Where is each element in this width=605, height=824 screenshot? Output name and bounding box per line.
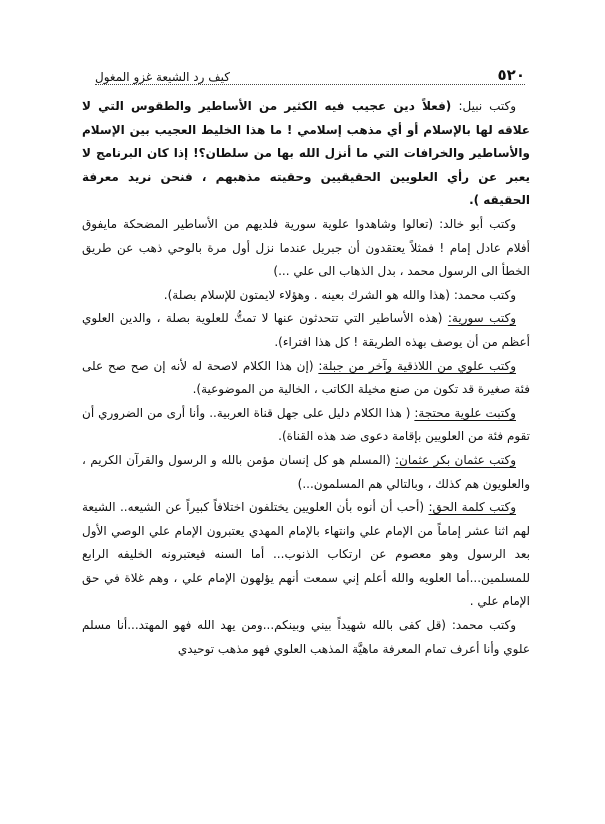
running-title: كيف رد الشيعة غزو المغول — [95, 70, 231, 84]
comment-text: (تعالوا وشاهدوا علوية سورية فلديهم من الأساطير المضحكة مايفوق أفلام عادل إمام ! فمثلاً يعتقدون أن جبريل عندما نزل أول مرة بالوحي ذهب عن طريق الخطأ الى الرسول محمد ، بدل الذهاب الى علي ...) — [82, 216, 530, 279]
comment-speaker: وكتب عثمان بكر عثمان: — [395, 452, 516, 467]
page-header — [95, 62, 525, 85]
comment-speaker: وكتب محمد: — [451, 618, 516, 633]
comment-text: (فعلاً دين عجيب فيه الكثير من الأساطير والطقوس التي لا علاقه لها بالإسلام أو أي مذهب إسلامي ! ما هذا الخليط العجيب بين الإسلام والأساطير والخرافات التي ما أنزل الله بها من سلطان؟! إذا كان البرنامج لا يعبر عن رأي العلويين الحقيقيين وحقيته مذهبهم ، فنحن نريد معرفة الحقيقه ). — [82, 99, 530, 208]
comment-speaker: وكتبت علوية محتجة: — [414, 405, 516, 420]
comment-paragraph — [82, 614, 530, 661]
comment-paragraph — [82, 213, 530, 284]
comment-speaker: وكتب أبو خالد: — [439, 216, 516, 231]
comment-speaker: وكتب علوي من اللاذقية وآخر من جبلة: — [318, 358, 517, 373]
comment-paragraph — [82, 402, 530, 449]
comment-speaker: وكتب كلمة الحق: — [428, 500, 517, 515]
comment-paragraph — [82, 95, 530, 213]
comment-speaker: وكتب نبيل: — [458, 99, 516, 113]
comment-paragraph — [82, 307, 530, 354]
comment-paragraph — [82, 449, 530, 496]
comment-text: (قل كفى بالله شهيداً بيني وبينكم...ومن يهد الله فهو المهتد...أنا مسلم علوي وأنا أعرف تمام المعرفة ماهيَّة المذهب العلوي فهو مذهب توحيدي — [82, 618, 530, 656]
comment-text: (المسلم هو كل إنسان مؤمن بالله و الرسول والقرآن الكريم ، والعلويون هم كذلك ، وبالتالي هم المسلمون...) — [82, 452, 530, 491]
comment-text: ( هذا الكلام دليل على جهل قناة العربية.. وأنا أرى من الضروري أن تقوم فئة من العلويين بإقامة دعوى ضد هذه القناة). — [82, 405, 530, 444]
comment-paragraph — [82, 355, 530, 402]
body-text — [82, 95, 530, 661]
comment-text: (أحب أن أنوه بأن العلويين يختلفون اختلافاً كبيراً عن الشيعه.. الشيعة لهم اثنا عشر إماماً من الإمام علي وانتهاء بالإمام المهدي يعتبرون الإمام علي الوصي الأول بعد الرسول وهو معصوم عن ارتكاب الذنوب... أما السنه فيعتبرونه الخليفه الرابع للمسلمين...أما العلويه والله أعلم إني سمعت أنهم يؤلهون الإمام علي ، وهم غلاة في حق الإمام علي . — [82, 500, 530, 609]
page-number: ٥٢٠ — [497, 66, 525, 84]
comment-text: (هذه الأساطير التي تتحدثون عنها لا تمتُّ للعلوية بصلة ، والدين العلوي أعظم من أن يوصف بهذه الطريقة ! كل هذا افتراء). — [82, 311, 530, 349]
comment-speaker: وكتب محمد: — [453, 287, 516, 302]
comment-paragraph — [82, 496, 530, 614]
comment-paragraph — [82, 284, 530, 308]
comment-speaker: وكتب سورية: — [447, 311, 517, 326]
comment-text: (إن هذا الكلام لاصحة له لأنه إن صح صح على فئة صغيرة قد تكون من صنع مخيلة الكاتب ، الخالية من الموضوعية). — [82, 358, 530, 397]
comment-text: (هذا والله هو الشرك بعينه . وهؤلاء لايمتون للإسلام بصلة). — [163, 287, 454, 302]
